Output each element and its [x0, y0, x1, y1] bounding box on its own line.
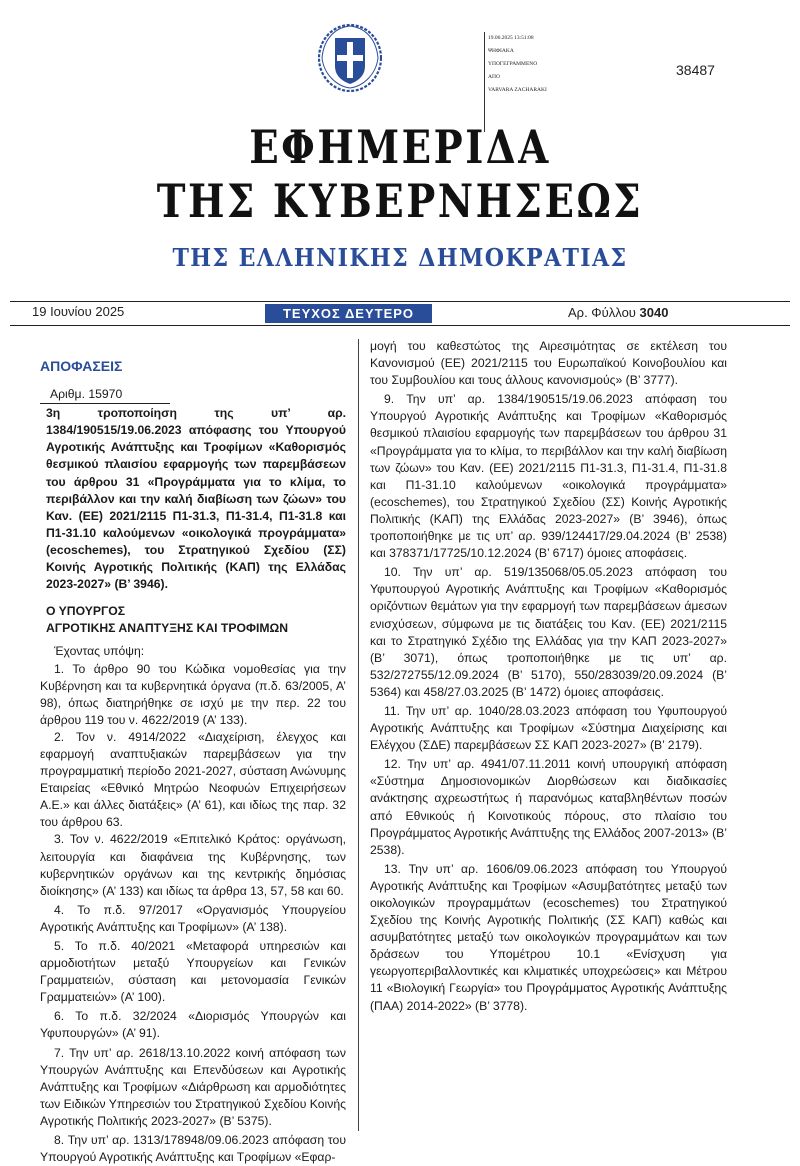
- sheet-label: Αρ. Φύλλου: [568, 305, 636, 320]
- recital-paragraph: 10. Την υπ’ αρ. 519/135068/05.05.2023 απόφαση του Υφυπουργού Αγροτικής Ανάπτυξης και Τροφίμων «Καθορισμός οριζόντιων θεμάτων για την εφαρμογή των παρεμβάσεων άμεσων ενισχύσεων, σύμφωνα με τις διατάξεις του Καν. (ΕΕ) 2021/2115 και το Στρατηγικό Σχέδιο της Ελλάδας για την ΚΑΠ 2023-2027» (Β’ 3071), όπως τροποποιήθηκε με τις υπ’ αρ. 532/272755/12.09.2024 (Β’ 5170), 550/283039/20.09.2024 (Β’ 5364) και 458/27.03.2025 (Β’ 1472) όμοιες αποφάσεις.: [370, 565, 727, 699]
- digital-signature-stamp: [484, 32, 573, 132]
- recital-paragraph: 12. Την υπ’ αρ. 4941/07.11.2011 κοινή υπουργική απόφαση «Σύστημα Δημοσιονομικών Διορθώσεων και διαδικασίες ανάκτησης αχρεωστήτως ή παρανόμως καταβληθέντων ποσών από Εθνικούς ή Κοινοτικούς πόρους, στο πλαίσιο του Προγράμματος Αγροτικής Ανάπτυξης της Ελλάδος 2007-2013» (Β’ 2538).: [370, 757, 727, 857]
- greek-coat-of-arms-emblem: [318, 22, 382, 92]
- right-column: [370, 338, 727, 1015]
- minister-heading: ΑΓΡΟΤΙΚΗΣ ΑΝΑΠΤΥΞΗΣ ΚΑΙ ΤΡΟΦΙΜΩΝ: [46, 621, 289, 636]
- decision-title: 3η τροποποίηση της υπ’ αρ. 1384/190515/19.06.2023 απόφασης του Υπουργού Αγροτικής Ανάπτυξης και Τροφίμων «Καθορισμός θεσμικού πλαισίου εφαρμογής των παρεμβάσεων του άρθρου 31 «Προγράμματα για το κλίμα, το περιβάλλον και την καλή διαβίωση των ζώων» του Καν. (ΕΕ) 2021/2115 Π1-31.3, Π1-31.4, Π1-31.8 και Π1-31.10 καλούμενων «οικολογικά προγράμματα» (ecoschemes), του Στρατηγικού Σχεδίου (ΣΣ) Κοινής Αγροτικής Πολιτικής (ΚΑΠ) της Ελλάδας 2023-2027» (Β’ 3946).: [46, 406, 346, 592]
- decision-number: Αριθμ. 15970: [40, 386, 170, 404]
- signature-line: ΑΠΟ: [488, 74, 500, 80]
- issue-date: 19 Ιουνίου 2025: [32, 304, 125, 319]
- gazette-title-line1: ΕΦΗΜΕΡΙΔΑ: [249, 120, 551, 174]
- recital-paragraph: 6. Το π.δ. 32/2024 «Διορισμός Υπουργών και Υφυπουργών» (Α’ 91).: [40, 1009, 346, 1041]
- recital-paragraph: 8. Την υπ’ αρ. 1313/178948/09.06.2023 απόφαση του Υπουργού Αγροτικής Ανάπτυξης και Τροφίμων «Εφαρ-: [40, 1133, 346, 1165]
- signature-line: 19.06.2025 13:51:08: [488, 35, 534, 41]
- issue-number: 38487: [676, 62, 715, 78]
- signature-line: ΥΠΟΓΕΓΡΑΜΜΕΝΟ: [488, 61, 538, 67]
- having-regard: Έχοντας υπόψη:: [54, 644, 145, 659]
- header-rule-bottom: [10, 325, 790, 326]
- recital-paragraph: 1. Το άρθρο 90 του Κώδικα νομοθεσίας για την Κυβέρνηση και τα κυβερνητικά όργανα (π.δ. 63/2005, Α’ 98), όπως διατηρήθηκε σε ισχύ με την περ. 22 του άρθρου 119 του ν. 4622/2019 (Α’ 133).: [40, 661, 346, 727]
- recital-paragraph: μογή του καθεστώτος της Αιρεσιμότητας σε εκτέλεση του Κανονισμού (ΕΕ) 2021/2115 του Ευρωπαϊκού Κοινοβουλίου και του Συμβουλίου και τους άλλους κανονισμούς» (Β’ 3777).: [370, 339, 727, 388]
- signature-line: ΨΗΦΙΑΚΑ: [488, 48, 514, 54]
- recital-paragraph: 11. Την υπ’ αρ. 1040/28.03.2023 απόφαση του Υφυπουργού Αγροτικής Ανάπτυξης και Τροφίμων «Σύστημα Διαχείρισης και Ελέγχου (ΣΔΕ) παρεμβάσεων ΣΣ ΚΑΠ 2023-2027» (Β’ 2179).: [370, 703, 727, 753]
- series-badge: ΤΕΥΧΟΣ ΔΕΥΤΕΡΟ: [265, 304, 432, 323]
- gazette-subtitle: ΤΗΣ ΕΛΛΗΝΙΚΗΣ ΔΗΜΟΚΡΑΤΙΑΣ: [172, 243, 628, 272]
- recital-paragraph: 4. Το π.δ. 97/2017 «Οργανισμός Υπουργείου Αγροτικής Ανάπτυξης και Τροφίμων» (Α’ 138).: [40, 902, 346, 934]
- recital-paragraph: 9. Την υπ’ αρ. 1384/190515/19.06.2023 απόφαση του Υπουργού Αγροτικής Ανάπτυξης και Τροφίμων «Καθορισμός θεσμικού πλαισίου εφαρμογής των παρεμβάσεων του άρθρου 31 «Προγράμματα για το κλίμα, το περιβάλλον και την καλή διαβίωση των ζώων» του Καν. (ΕΕ) 2021/2115 Π1-31.3, Π1-31.4, Π1-31.8 και Π1-31.10 καλούμενων «οικολογικά προγράμματα» (ecoschemes), του Στρατηγικού Σχεδίου (ΣΣ) Κοινής Αγροτικής Πολιτικής (ΚΑΠ) της Ελλάδας 2023-2027» (Β’ 3946), όπως τροποποιήθηκε με τις υπ’ αρ. 939/124417/29.04.2024 (Β’ 2538) και 378371/17725/10.12.2024 (Β’ 6717) όμοιες αποφάσεις.: [370, 392, 727, 561]
- gazette-title-line2: ΤΗΣ ΚΥΒΕΡΝΗΣΕΩΣ: [156, 174, 644, 228]
- left-column: [40, 358, 346, 1166]
- header-rule-top: [10, 301, 790, 302]
- recital-paragraph: 2. Τον ν. 4914/2022 «Διαχείριση, έλεγχος και εφαρμογή αναπτυξιακών παρεμβάσεων για την προγραμματική περίοδο 2021-2027, σύσταση Ανώνυμης Εταιρείας «Εθνικό Μητρώο Νεοφυών Επιχειρήσεων Α.Ε.» και άλλες διατάξεις» (Α’ 61), και ιδίως της παρ. 32 του άρθρου 63.: [40, 729, 346, 830]
- sheet-number: [568, 305, 668, 320]
- recital-paragraph: 3. Τον ν. 4622/2019 «Επιτελικό Κράτος: οργάνωση, λειτουργία και διαφάνεια της Κυβέρνησης, των κυβερνητικών οργάνων και της κεντρικής δημόσιας διοίκησης» (Α’ 133) και ιδίως τα άρθρα 13, 57, 58 και 60.: [40, 832, 346, 898]
- sheet-number-value: 3040: [639, 305, 669, 320]
- recital-paragraph: 13. Την υπ’ αρ. 1606/09.06.2023 απόφαση του Υπουργού Αγροτικής Ανάπτυξης και Τροφίμων «Ασυμβατότητες μεταξύ των οικολογικών προγραμμάτων (ecoschemes) του Στρατηγικού Σχεδίου της Κοινής Αγροτικής Πολιτικής (ΣΣ ΚΑΠ) καθώς και ασυμβατότητες μεταξύ των οικολογικών προγραμμάτων και των δράσεων του Υπομέτρου 10.1 «Ενίσχυση για γεωργοπεριβαλλοντικές και κλιματικές υποχρεώσεις» και Μέτρου 11 «Βιολογική Γεωργία» του Προγράμματος Αγροτικής Ανάπτυξης (ΠΑΑ) 2014-2022» (Β’ 3778).: [370, 861, 727, 1013]
- minister-heading: Ο ΥΠΟΥΡΓΟΣ: [46, 604, 126, 619]
- column-divider: [358, 339, 359, 1131]
- recital-paragraph: 5. Το π.δ. 40/2021 «Μεταφορά υπηρεσιών και αρμοδιοτήτων μεταξύ Υπουργείων και Γενικών Γραμματειών, σύσταση και μετονομασία Γενικών Γραμματειών» (Α’ 100).: [40, 939, 346, 1005]
- signature-line: VARVARA ZACHARAKI: [488, 87, 547, 93]
- recital-paragraph: 7. Την υπ’ αρ. 2618/13.10.2022 κοινή απόφαση των Υπουργών Ανάπτυξης και Επενδύσεων και Αγροτικής Ανάπτυξης και Τροφίμων «Διάρθρωση και αρμοδιότητες των Ειδικών Υπηρεσιών του Στρατηγικού Σχεδίου Κοινής Αγροτικής Πολιτικής 2023-2027» (Β’ 5375).: [40, 1045, 346, 1128]
- section-heading: ΑΠΟΦΑΣΕΙΣ: [40, 358, 123, 374]
